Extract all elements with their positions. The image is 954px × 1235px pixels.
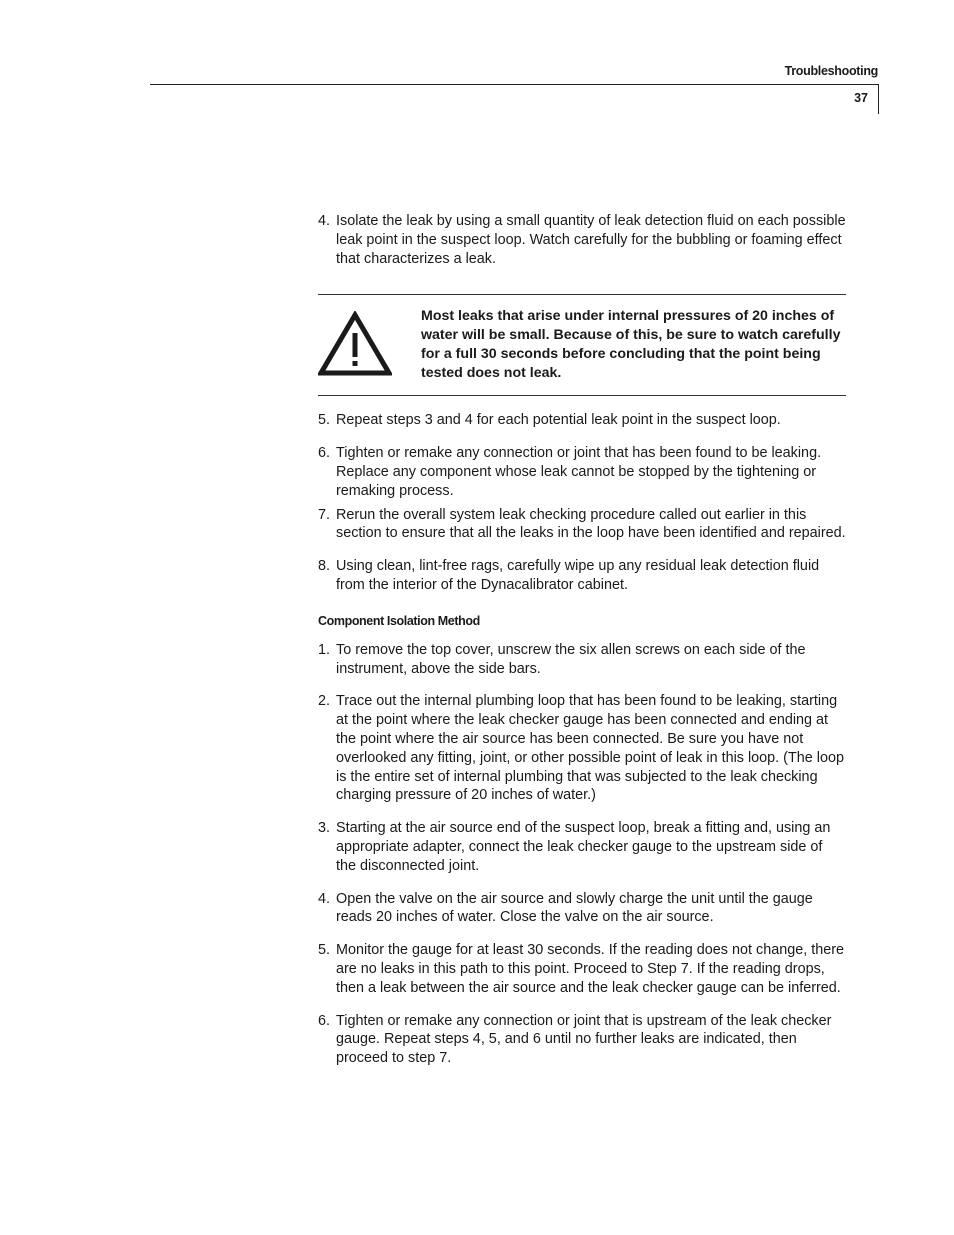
step-text: To remove the top cover, unscrew the six allen screws on each side of the instrument, above the side bars. [336, 641, 806, 677]
step-number: 6. [318, 445, 331, 462]
step-item [318, 641, 846, 679]
running-header-section: Troubleshooting [784, 64, 878, 78]
step-number: 3. [318, 820, 331, 837]
step-number: 2. [318, 693, 331, 710]
step-text: Monitor the gauge for at least 30 seconds. If the reading does not change, there are no leaks in this path to this point. Proceed to Step 7. If the reading drops, then a leak between the air source and the leak checker gauge can be inferred. [336, 942, 845, 996]
step-item [318, 444, 846, 500]
step-text: Repeat steps 3 and 4 for each potential leak point in the suspect loop. [336, 412, 781, 429]
step-text: Starting at the air source end of the suspect loop, break a fitting and, using an appropriate adapter, connect the leak checker gauge to the upstream side of the disconnected joint. [336, 820, 831, 874]
page-number: 37 [854, 91, 868, 105]
step-number: 8. [318, 558, 331, 575]
step-number: 4. [318, 213, 331, 229]
step-text: Tighten or remake any connection or joint that is upstream of the leak checker gauge. Repeat steps 4, 5, and 6 until no further leaks are indicated, then proceed to step 7. [336, 1012, 832, 1067]
step-item [318, 890, 846, 928]
step-number: 4. [318, 890, 331, 907]
step-item [318, 506, 846, 544]
warning-text: Most leaks that arise under internal pressures of 20 inches of water will be small. Because of this, be sure to watch carefully for a full 30 seconds before concluding that the point being tested does not leak. [421, 308, 841, 381]
step-number: 7. [318, 506, 331, 523]
step-item [318, 411, 846, 430]
step-item [318, 941, 846, 997]
step-text: Tighten or remake any connection or joint that has been found to be leaking. Replace any component whose leak cannot be stopped by the tightening or remaking process. [336, 445, 822, 499]
warning-triangle-icon [318, 311, 392, 377]
step-item [318, 819, 846, 875]
step-item [318, 212, 846, 268]
page-body [318, 212, 846, 1068]
step-text: Using clean, lint-free rags, carefully wipe up any residual leak detection fluid from the interior of the Dynacalibrator cabinet. [336, 558, 820, 593]
step-number: 6. [318, 1012, 331, 1029]
step-text: Open the valve on the air source and slowly charge the unit until the gauge reads 20 inches of water. Close the valve on the air source. [336, 890, 813, 926]
step-number: 1. [318, 641, 331, 658]
step-number: 5. [318, 942, 331, 959]
step-text: Isolate the leak by using a small quantity of leak detection fluid on each possible leak point in the suspect loop. Watch carefully for the bubbling or foaming effect that characterizes a leak. [336, 213, 846, 267]
section-subheading: Component Isolation Method [318, 613, 480, 628]
step-item [318, 1012, 846, 1068]
step-text: Rerun the overall system leak checking procedure called out earlier in this section to ensure that all the leaks in the loop have been identified and repaired. [336, 506, 846, 542]
header-vertical-rule [878, 84, 879, 114]
warning-box [318, 294, 846, 396]
step-number: 5. [318, 412, 331, 429]
step-item [318, 557, 846, 595]
step-item [318, 692, 846, 805]
header-rule [150, 84, 879, 85]
step-text: Trace out the internal plumbing loop that has been found to be leaking, starting at the point where the leak checker gauge has been connected and ending at the point where the air source has been connected. Be sure you have not overlooked any fitting, joint, or other possible point of leak in this loop. (The loop is the entire set of internal plumbing that was subjected to the leak checking charging pressure of 20 inches of water.) [336, 693, 844, 804]
